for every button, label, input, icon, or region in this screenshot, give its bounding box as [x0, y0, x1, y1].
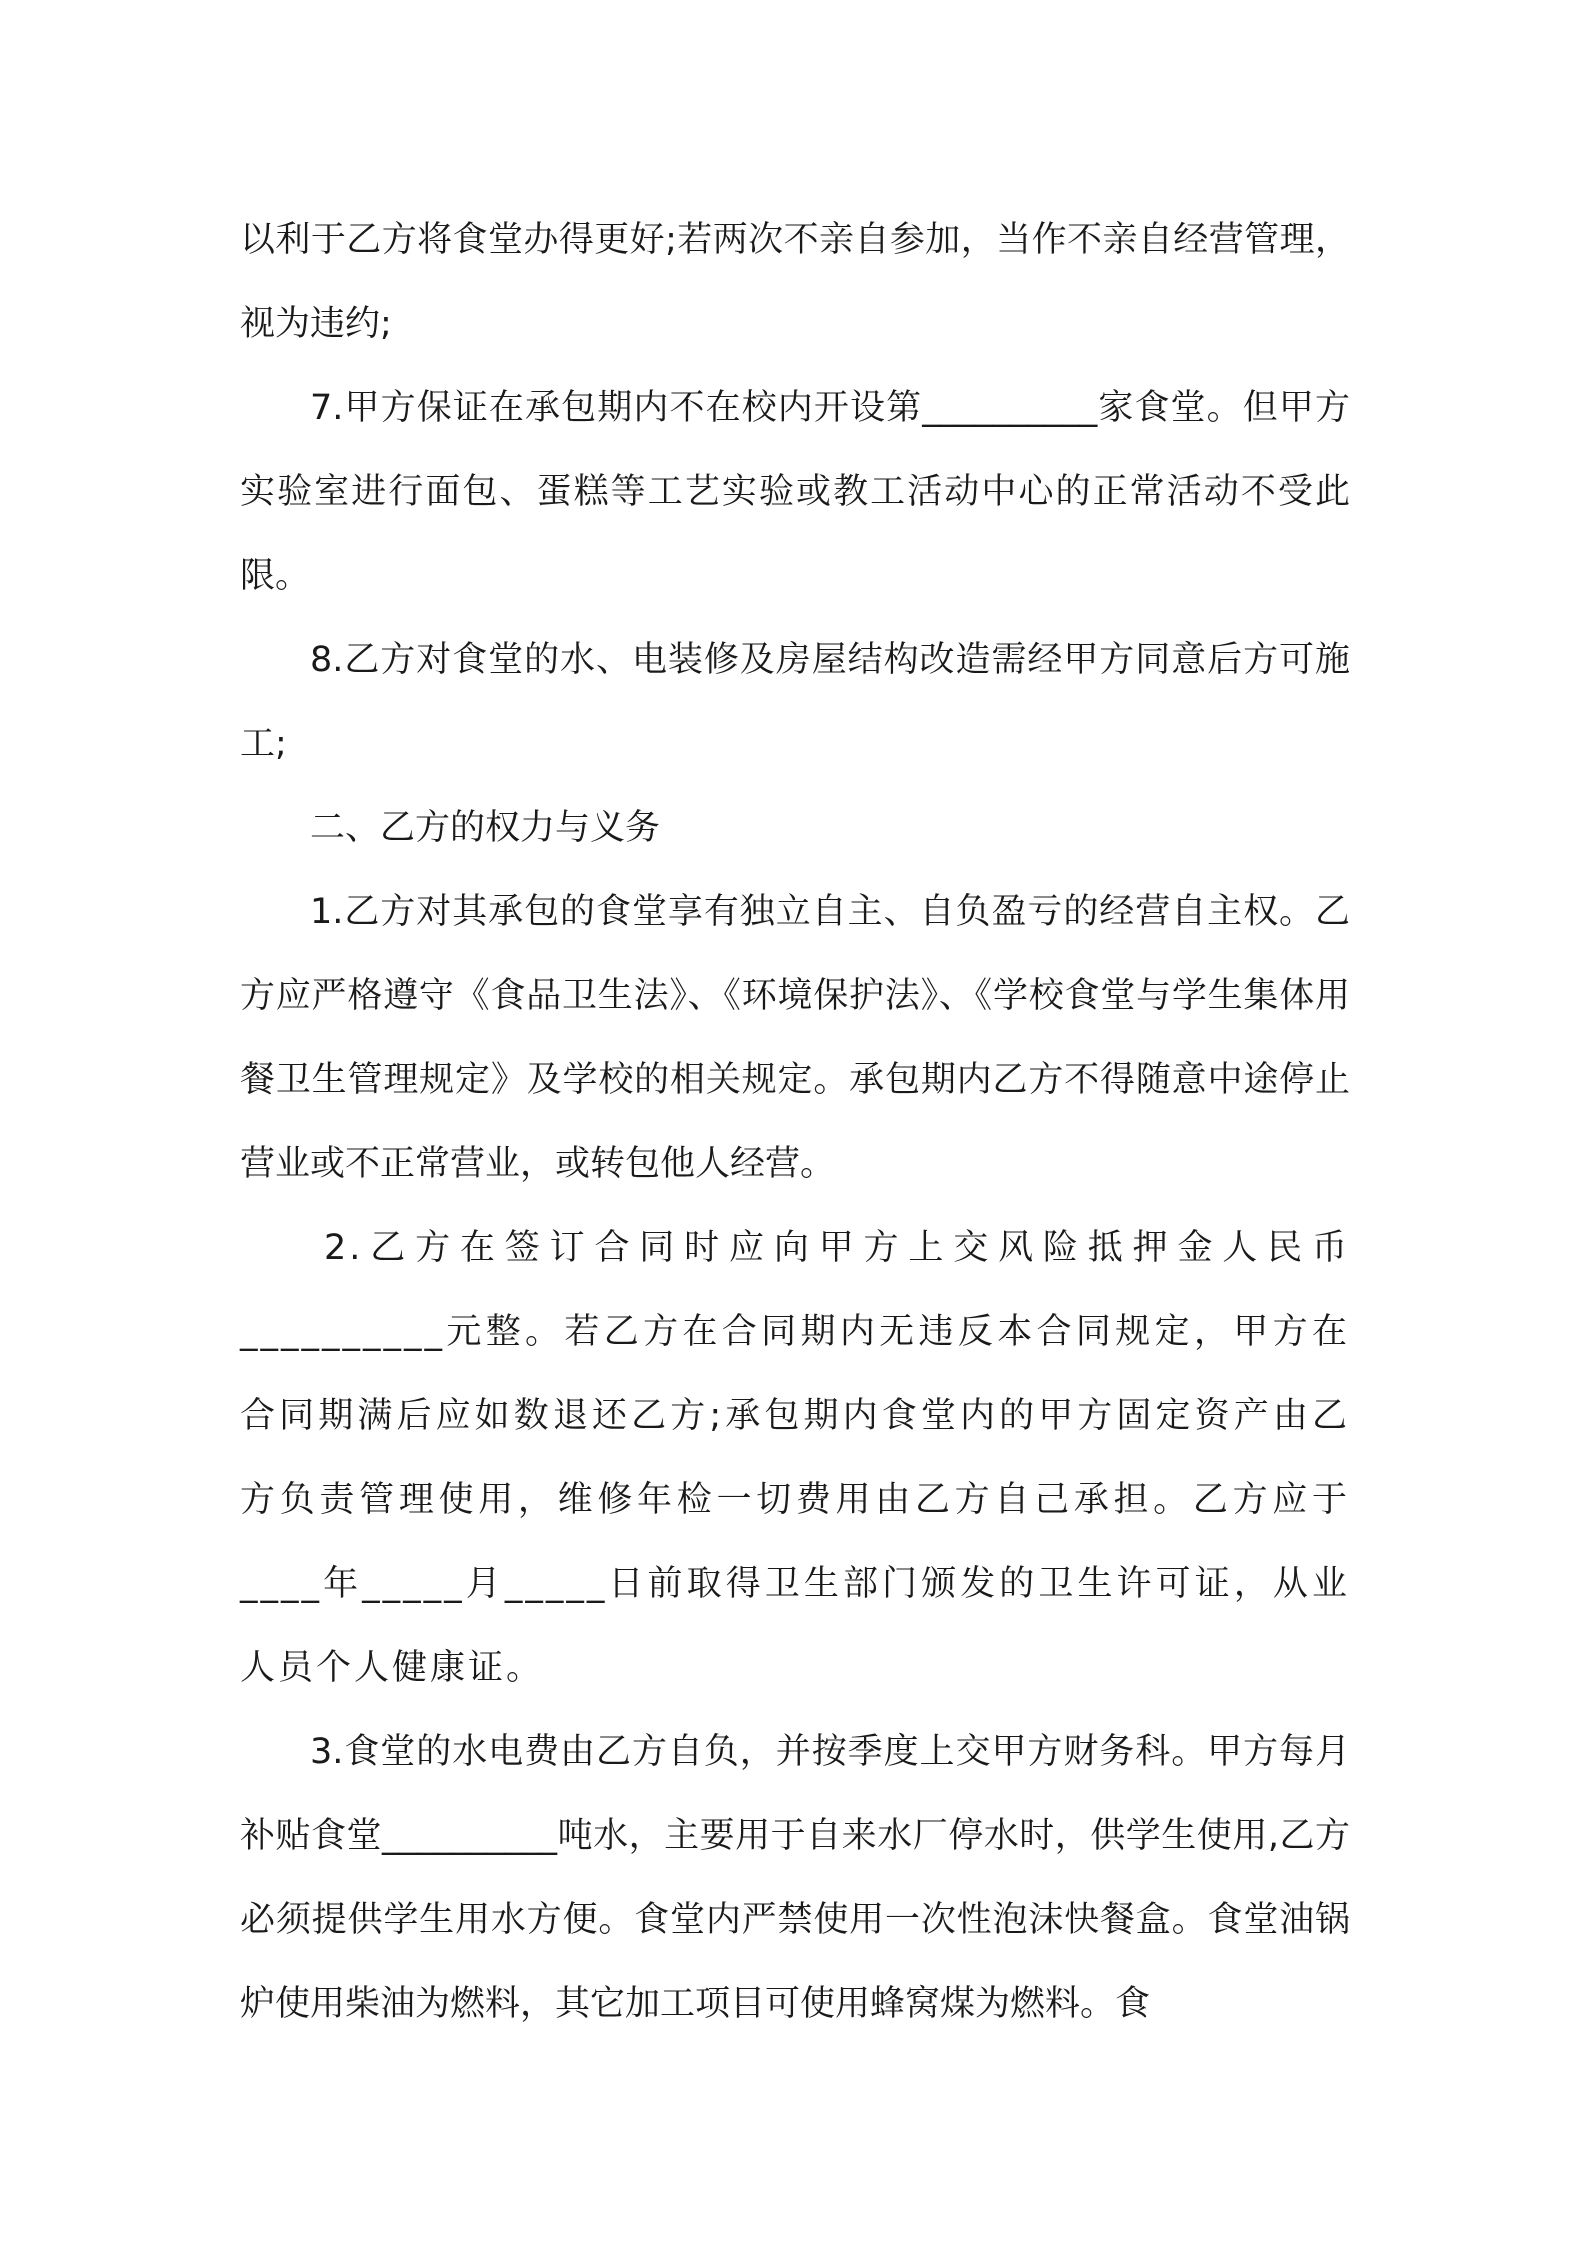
paragraph-text: 2.乙方在签订合同时应向甲方上交风险抵押金人民币__________元整。若乙方在合同期内无违反本合同规定，甲方在合同期满后应如数退还乙方;承包期内食堂内的甲方固定资产由乙方负责管理使用，维修年检一切费用由乙方自己承担。乙方应于____年_____月_____日前取得卫生部门颁发的卫生许可证，从业人员个人健康证。	[240, 1228, 1350, 1688]
paragraph-clause-3	[240, 1710, 1350, 2046]
paragraph-clause-7	[240, 366, 1350, 618]
section-heading	[240, 786, 1350, 870]
paragraph-text: 7.甲方保证在承包期内不在校内开设第__________家食堂。但甲方实验室进行面包、蛋糕等工艺实验或教工活动中心的正常活动不受此限。	[240, 388, 1350, 596]
paragraph-text: 以利于乙方将食堂办得更好;若两次不亲自参加，当作不亲自经营管理，视为违约;	[240, 220, 1350, 344]
paragraph-clause-2	[240, 1206, 1350, 1710]
paragraph-continuation	[240, 198, 1350, 366]
paragraph-text: 1.乙方对其承包的食堂享有独立自主、自负盈亏的经营自主权。乙方应严格遵守《食品卫生法》、《环境保护法》、《学校食堂与学生集体用餐卫生管理规定》及学校的相关规定。承包期内乙方不得随意中途停止营业或不正常营业，或转包他人经营。	[240, 892, 1350, 1184]
paragraph-text: 8.乙方对食堂的水、电装修及房屋结构改造需经甲方同意后方可施工;	[240, 640, 1350, 764]
document-body	[240, 198, 1350, 2046]
paragraph-text: 3.食堂的水电费由乙方自负，并按季度上交甲方财务科。甲方每月补贴食堂__________吨水，主要用于自来水厂停水时，供学生使用,乙方必须提供学生用水方便。食堂内严禁使用一次性泡沫快餐盒。食堂油锅炉使用柴油为燃料，其它加工项目可使用蜂窝煤为燃料。食	[240, 1732, 1350, 2024]
paragraph-clause-1	[240, 870, 1350, 1206]
section-heading-text: 二、乙方的权力与义务	[310, 808, 661, 848]
paragraph-clause-8	[240, 618, 1350, 786]
